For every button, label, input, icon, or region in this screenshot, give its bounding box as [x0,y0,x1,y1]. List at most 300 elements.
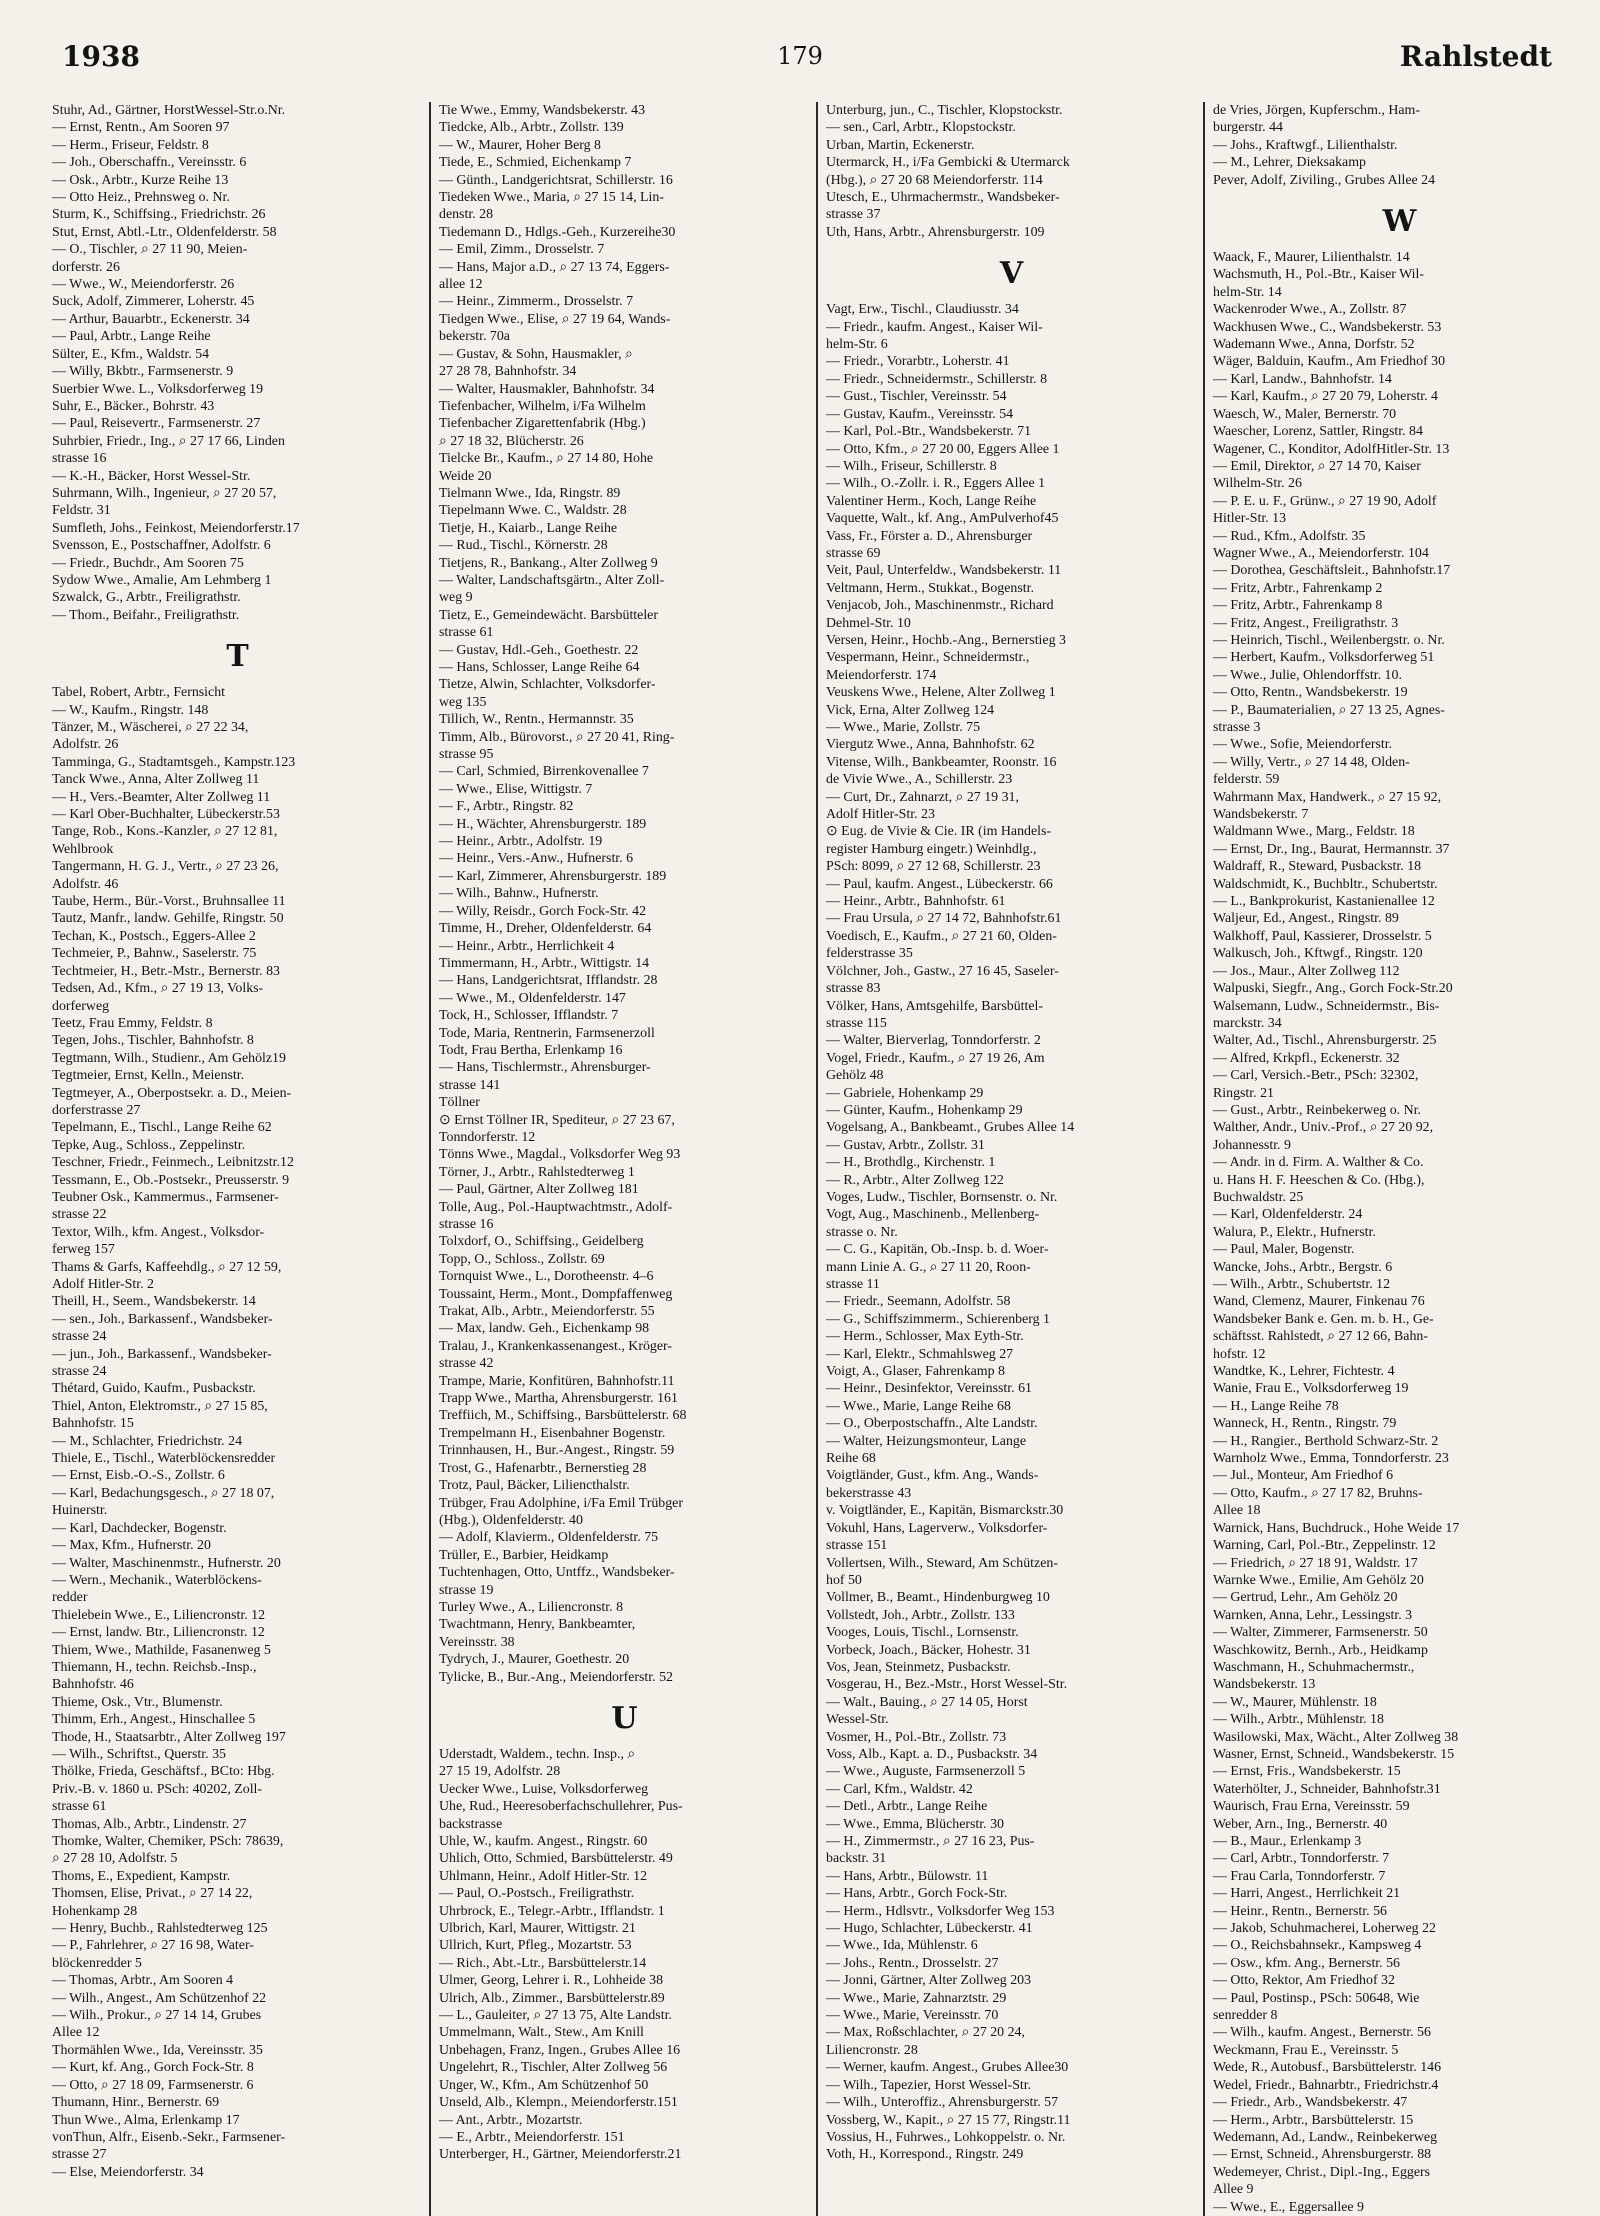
directory-entry: — P., Baumaterialien, ⌕ 27 13 25, Agnes- [1213,702,1445,718]
directory-entry: Tangermann, H. G. J., Vertr., ⌕ 27 23 26, [52,859,279,875]
directory-entry: strasse 141 [439,1077,501,1093]
directory-entry: — H., Rangier., Berthold Schwarz-Str. 2 [1213,1433,1439,1449]
directory-entry: Suerbier Wwe. L., Volksdorferweg 19 [52,381,264,397]
directory-entry: (Hbg.), Oldenfelderstr. 40 [439,1512,583,1528]
directory-entry: burgerstr. 44 [1213,120,1283,136]
directory-entry: Bahnhofstr. 15 [52,1416,134,1432]
directory-entry: Topp, O., Schloss., Zollstr. 69 [439,1251,605,1267]
directory-entry: — W., Maurer, Mühlenstr. 18 [1213,1694,1377,1710]
directory-entry: Wachsmuth, H., Pol.-Btr., Kaiser Wil- [1213,267,1425,283]
directory-entry: Wanneck, H., Rentn., Ringstr. 79 [1213,1416,1397,1432]
directory-entry: Warnholz Wwe., Emma, Tonndorferstr. 23 [1213,1451,1449,1467]
directory-entry: Vagt, Erw., Tischl., Claudiusstr. 34 [826,302,1019,318]
directory-entry: Trüller, E., Barbier, Heidkamp [439,1547,609,1563]
directory-entry: Unger, W., Kfm., Am Schützenhof 50 [439,2077,649,2093]
section-letter: T [226,639,249,675]
directory-column [439,102,818,2216]
directory-entry: — Walt., Bauing., ⌕ 27 14 05, Horst [826,1694,1028,1710]
directory-entry: Vogelsang, A., Bankbeamt., Grubes Allee 14 [826,1120,1075,1136]
directory-entry: Waljeur, Ed., Angest., Ringstr. 89 [1213,911,1399,927]
directory-entry: — Else, Meiendorferstr. 34 [52,2164,204,2180]
directory-entry: — Werner, kaufm. Angest., Grubes Allee30 [826,2060,1069,2076]
directory-entry: Waurisch, Frau Erna, Vereinsstr. 59 [1213,1799,1410,1815]
directory-entry: Gehölz 48 [826,1068,884,1084]
directory-entry: — C. G., Kapitän, Ob.-Insp. b. d. Woer- [826,1242,1049,1258]
directory-entry: Ulrich, Alb., Zimmer., Barsbüttelerstr.89 [439,1990,665,2006]
directory-entry: — L., Gauleiter, ⌕ 27 13 75, Alte Landstr. [439,2008,672,2024]
directory-entry: Adolfstr. 46 [52,876,119,892]
directory-entry: Walter, Ad., Tischl., Ahrensburgerstr. 25 [1213,1033,1437,1049]
directory-entry: Tydrych, J., Maurer, Goethestr. 20 [439,1652,630,1668]
directory-entry: — Herbert, Kaufm., Volksdorferweg 51 [1213,650,1435,666]
directory-entry: strasse 24 [52,1364,107,1380]
directory-entry: — Walter, Maschinenmstr., Hufnerstr. 20 [52,1555,281,1571]
directory-entry: — Otto, Rektor, Am Friedhof 32 [1213,1973,1395,1989]
directory-entry: Theill, H., Seem., Wandsbekerstr. 14 [52,1294,256,1310]
directory-entry: Tonndorferstr. 12 [439,1129,536,1145]
directory-entry: strasse 3 [1213,720,1261,735]
directory-entry: — Arthur, Bauarbtr., Eckenerstr. 34 [52,311,250,327]
directory-entry: strasse 27 [52,2147,107,2163]
directory-entry: Warnick, Hans, Buchdruck., Hohe Weide 17 [1213,1520,1460,1536]
directory-entry: — Osw., kfm. Ang., Bernerstr. 56 [1213,1955,1400,1971]
directory-entry: Thomke, Walter, Chemiker, PSch: 78639, [52,1834,284,1849]
directory-entry: Waldmann Wwe., Marg., Feldstr. 18 [1213,824,1415,840]
directory-entry: Tock, H., Schlosser, Ifflandstr. 7 [439,1008,619,1024]
directory-entry: Teubner Osk., Kammermus., Farmsener- [52,1189,279,1205]
directory-entry: — Günter, Kaufm., Hohenkamp 29 [826,1102,1023,1118]
directory-entry: Trampe, Marie, Konfitüren, Bahnhofstr.11 [439,1373,675,1389]
directory-entry: — Otto, Kfm., ⌕ 27 20 00, Eggers Allee 1 [826,441,1060,457]
directory-entry: Vossberg, W., Kapit., ⌕ 27 15 77, Ringstr.11 [826,2112,1071,2128]
directory-entry: Tornquist Wwe., L., Dorotheenstr. 4–6 [439,1269,654,1285]
directory-entry: (Hbg.), ⌕ 27 20 68 Meiendorferstr. 114 [826,172,1043,188]
directory-entry: Feldstr. 31 [52,503,111,519]
directory-entry: Veuskens Wwe., Helene, Alter Zollweg 1 [826,685,1056,701]
directory-entry: backstr. 31 [826,1851,887,1867]
directory-entry: — F., Arbtr., Ringstr. 82 [439,799,574,815]
directory-entry: — Herm., Arbtr., Barsbüttelerstr. 15 [1213,2112,1414,2128]
directory-entry: Wanie, Frau E., Volksdorferweg 19 [1213,1381,1409,1397]
directory-entry: — Herm., Hdlsvtr., Volksdorfer Weg 153 [826,1903,1055,1919]
directory-entry: Thomsen, Elise, Privat., ⌕ 27 14 22, [52,1886,253,1902]
directory-entry: Tegen, Johs., Tischler, Bahnhofstr. 8 [52,1033,254,1049]
directory-entry: Veltmann, Herm., Stukkat., Bogenstr. [826,580,1034,596]
directory-entry: — Friedr., Seemann, Adolfstr. 58 [826,1294,1011,1310]
directory-entry: — E., Arbtr., Meiendorferstr. 151 [439,2129,625,2145]
directory-columns [52,102,1592,2215]
directory-entry: — Wilh., Arbtr., Mühlenstr. 18 [1213,1712,1384,1728]
directory-entry: ferweg 157 [52,1242,115,1258]
directory-entry: — H., Lange Reihe 78 [1213,1398,1339,1414]
directory-entry: — Hugo, Schlachter, Lübeckerstr. 41 [826,1921,1033,1937]
directory-entry: — Wilh., kaufm. Angest., Bernerstr. 56 [1213,2025,1431,2041]
directory-entry: — Rud., Kfm., Adolfstr. 35 [1213,528,1366,544]
directory-entry: ⊙ Eug. de Vivie & Cie. IR (im Handels- [826,824,1052,840]
directory-entry: — G., Schiffszimmerm., Schierenberg 1 [826,1311,1051,1327]
directory-entry: Tiedemann D., Hdlgs.-Geh., Kurzereihe30 [439,224,676,240]
directory-entry: Adolf Hitler-Str. 2 [52,1277,154,1292]
directory-entry: — Heinr., Arbtr., Bahnhofstr. 61 [826,894,1006,910]
directory-entry: Suhr, E., Bäcker., Bohrstr. 43 [52,398,215,414]
directory-entry: Vaquette, Walt., kf. Ang., AmPulverhof45 [826,511,1059,527]
directory-entry: — K.-H., Bäcker, Horst Wessel-Str. [52,468,251,484]
directory-entry: Wasilowski, Max, Wächt., Alter Zollweg 38 [1213,1729,1459,1745]
directory-entry: — Friedr., kaufm. Angest., Kaiser Wil- [826,319,1043,335]
directory-entry: — L., Bankprokurist, Kastanienallee 12 [1213,894,1435,910]
directory-entry: Sumfleth, Johs., Feinkost, Meiendorferstr.17 [52,520,300,536]
directory-entry: — W., Maurer, Hoher Berg 8 [439,137,601,153]
directory-entry: Ringstr. 21 [1213,1085,1274,1101]
directory-entry: Trinnhausen, H., Bur.-Angest., Ringstr. 59 [439,1443,675,1459]
directory-entry: — Paul, Arbtr., Lange Reihe [52,329,211,345]
directory-entry: Wackhusen Wwe., C., Wandsbekerstr. 53 [1213,319,1442,335]
directory-entry: Wagener, C., Konditor, AdolfHitler-Str. 13 [1213,441,1450,457]
directory-entry: Textor, Wilh., kfm. Angest., Volksdor- [52,1224,265,1240]
directory-entry: Treffiich, M., Schiffsing., Barsbüttelerstr. 68 [439,1408,687,1424]
directory-entry: Wahrmann Max, Handwerk., ⌕ 27 15 92, [1213,789,1442,805]
directory-entry: Thormählen Wwe., Ida, Vereinsstr. 35 [52,2042,263,2058]
directory-entry: — Karl Ober-Buchhalter, Lübeckerstr.53 [52,807,280,823]
directory-entry: — Hans, Landgerichtsrat, Ifflandstr. 28 [439,973,658,989]
directory-entry: Walsemann, Ludw., Schneidermstr., Bis- [1213,998,1440,1014]
directory-entry: — Ernst, Fris., Wandsbekerstr. 15 [1213,1764,1401,1780]
directory-entry: Trapp Wwe., Martha, Ahrensburgerstr. 161 [439,1391,678,1407]
directory-entry: — Gustav, Hdl.-Geh., Goethestr. 22 [439,642,639,658]
directory-entry: — Günth., Landgerichtsrat, Schillerstr. 16 [439,172,673,188]
directory-entry: — Heinr., Arbtr., Adolfstr. 19 [439,834,603,850]
directory-entry: Taube, Herm., Bür.-Vorst., Bruhnsallee 11 [52,894,286,910]
directory-entry: Tielmann Wwe., Ida, Ringstr. 89 [439,485,621,501]
directory-entry: helm-Str. 14 [1213,284,1282,300]
directory-entry: Timm, Alb., Bürovorst., ⌕ 27 20 41, Ring- [439,729,675,745]
directory-entry: Voedisch, E., Kaufm., ⌕ 27 21 60, Olden- [826,928,1057,944]
directory-entry: — Friedr., Vorarbtr., Loherstr. 41 [826,354,1010,370]
directory-entry: Priv.-B. v. 1860 u. PSch: 40202, Zoll- [52,1781,263,1797]
directory-entry: Tegtmann, Wilh., Studienr., Am Gehölz19 [52,1050,286,1066]
directory-entry: Turley Wwe., A., Liliencronstr. 8 [439,1599,624,1615]
directory-entry: Stut, Ernst, Abtl.-Ltr., Oldenfelderstr. 58 [52,224,277,240]
directory-entry: — O., Reichsbahnsekr., Kampsweg 4 [1213,1938,1422,1954]
directory-entry: blöckenredder 5 [52,1955,142,1971]
directory-entry: Tautz, Manfr., landw. Gehilfe, Ringstr. 50 [52,911,284,927]
directory-entry: — Willy, Bkbtr., Farmsenerstr. 9 [52,364,234,380]
directory-entry: — Gustav, & Sohn, Hausmakler, ⌕ [439,346,633,362]
directory-entry: — H., Zimmermstr., ⌕ 27 16 23, Pus- [826,1834,1035,1849]
directory-entry: Tange, Rob., Kons.-Kanzler, ⌕ 27 12 81, [52,824,278,840]
directory-entry: Völker, Hans, Amtsgehilfe, Barsbüttel- [826,998,1044,1014]
directory-entry: — Wilh., Bahnw., Hufnerstr. [439,886,599,902]
directory-entry: — Karl, Kaufm., ⌕ 27 20 79, Loherstr. 4 [1213,389,1438,405]
directory-entry: strasse 16 [439,1217,494,1232]
directory-entry: strasse 16 [52,451,107,467]
directory-entry: Vick, Erna, Alter Zollweg 124 [826,702,995,718]
directory-entry: Thoms, E., Expedient, Kampstr. [52,1868,231,1884]
directory-entry: — Heinr., Desinfektor, Vereinsstr. 61 [826,1381,1032,1397]
directory-entry: Weckmann, Frau E., Vereinsstr. 5 [1213,2042,1399,2058]
directory-entry: — Ernst, Schneid., Ahrensburgerstr. 88 [1213,2147,1432,2163]
directory-entry: Vollstedt, Joh., Arbtr., Zollstr. 133 [826,1607,1015,1623]
directory-entry: strasse 19 [439,1582,494,1598]
header-page-number: 179 [777,42,823,70]
directory-entry: Allee 9 [1213,2182,1254,2198]
directory-entry: — Paul, Gärtner, Alter Zollweg 181 [439,1182,639,1198]
directory-entry: Versen, Heinr., Hochb.-Ang., Bernerstieg 3 [826,632,1066,648]
directory-column [826,102,1205,2216]
directory-entry: — P. E. u. F., Grünw., ⌕ 27 19 90, Adolf [1213,493,1437,509]
directory-entry: — Rich., Abt.-Ltr., Barsbüttelerstr.14 [439,1955,647,1971]
directory-entry: Huinerstr. [52,1503,108,1519]
directory-entry: — Jakob, Schuhmacherei, Loherweg 22 [1213,1921,1436,1937]
directory-entry: Weide 20 [439,468,492,484]
directory-entry: Hitler-Str. 13 [1213,511,1287,527]
directory-entry: — Andr. in d. Firm. A. Walther & Co. [1213,1155,1424,1171]
directory-entry: Thiele, E., Tischl., Waterblöckensredder [52,1451,276,1467]
directory-entry: — Wwe., Elise, Wittigstr. 7 [439,781,593,797]
directory-entry: Waldraff, R., Steward, Pusbackstr. 18 [1213,859,1422,875]
directory-entry: — sen., Carl, Arbtr., Klopstockstr. [826,120,1016,136]
directory-entry: Tylicke, B., Bur.-Ang., Meiendorferstr. 52 [439,1669,673,1685]
directory-entry: — Karl, Pol.-Btr., Wandsbekerstr. 71 [826,424,1032,440]
directory-entry: — Friedrich, ⌕ 27 18 91, Waldstr. 17 [1213,1555,1418,1571]
directory-entry: Valentiner Herm., Koch, Lange Reihe [826,493,1037,509]
directory-entry: Trotz, Paul, Bäcker, Liliencthalstr. [439,1478,630,1494]
directory-entry: — Wwe., Marie, Lange Reihe 68 [826,1398,1011,1414]
directory-entry: Warning, Carl, Pol.-Btr., Zeppelinstr. 12 [1213,1538,1436,1554]
directory-entry: — Heinr., Zimmerm., Drosselstr. 7 [439,294,634,310]
directory-entry: ⌕ 27 28 10, Adolfstr. 5 [52,1851,178,1867]
directory-entry: — H., Wächter, Ahrensburgerstr. 189 [439,816,647,832]
directory-entry: — Otto Heiz., Prehnsweg o. Nr. [52,190,230,206]
directory-entry: — O., Tischler, ⌕ 27 11 90, Meien- [52,242,248,258]
directory-entry: Tolle, Aug., Pol.-Hauptwachtmstr., Adolf- [439,1199,673,1215]
directory-entry: Szwalck, G., Arbtr., Freiligrathstr. [52,590,241,606]
directory-entry: — Paul, Reisevertr., Farmsenerstr. 27 [52,416,261,432]
directory-entry: Vorbeck, Joach., Bäcker, Hohestr. 31 [826,1642,1031,1658]
directory-entry: — sen., Joh., Barkassenf., Wandsbeker- [52,1311,273,1327]
directory-entry: Tiefenbacher, Wilhelm, i/Fa Wilhelm [439,398,646,414]
directory-entry: Wedel, Friedr., Bahnarbtr., Friedrichstr.4 [1213,2077,1439,2093]
directory-entry: — Walter, Heizungsmonteur, Lange [826,1433,1027,1449]
directory-entry: — Dorothea, Geschäftsleit., Bahnhofstr.17 [1213,563,1451,579]
directory-entry: Vossius, H., Fuhrwes., Lohkoppelstr. o. Nr. [826,2129,1066,2145]
directory-entry: — Wwe., W., Meiendorferstr. 26 [52,277,235,293]
directory-entry: — Paul, Maler, Bogenstr. [1213,1242,1355,1258]
directory-entry: — Heinrich, Tischl., Weilenbergstr. o. Nr. [1213,632,1445,648]
directory-entry: — H., Brothdlg., Kirchenstr. 1 [826,1155,996,1171]
directory-entry: Tillich, W., Rentn., Hermannstr. 35 [439,712,634,728]
directory-entry: strasse 115 [826,1015,887,1031]
directory-entry: Thiemann, H., techn. Reichsb.-Insp., [52,1659,257,1675]
directory-entry: Ulbrich, Karl, Maurer, Wittigstr. 21 [439,1921,636,1937]
directory-entry: Tepelmann, E., Tischl., Lange Reihe 62 [52,1120,272,1136]
directory-entry: — Wilh., Friseur, Schillerstr. 8 [826,458,997,474]
section-letter: W [1382,204,1417,240]
directory-entry: 27 15 19, Adolfstr. 28 [439,1764,561,1780]
directory-entry: Tolxdorf, O., Schiffsing., Geidelberg [439,1234,644,1250]
directory-entry: strasse 83 [826,981,881,997]
directory-entry: Waschkowitz, Bernh., Arb., Heidkamp [1213,1642,1428,1658]
directory-entry: — Wwe., Sofie, Meiendorferstr. [1213,737,1393,753]
directory-entry: Wandsbeker Bank e. Gen. m. b. H., Ge- [1213,1311,1434,1327]
directory-entry: redder [52,1590,88,1606]
directory-entry: Wancke, Johs., Arbtr., Bergstr. 6 [1213,1259,1393,1275]
directory-entry: — Friedr., Buchdr., Am Sooren 75 [52,555,244,571]
directory-entry: denstr. 28 [439,207,494,223]
directory-entry: helm-Str. 6 [826,337,888,353]
directory-entry: Wedemeyer, Christ., Dipl.-Ing., Eggers [1213,2164,1431,2180]
directory-entry: Toussaint, Herm., Mont., Dompfaffenweg [439,1286,673,1302]
directory-entry: Vosmer, H., Pol.-Btr., Zollstr. 73 [826,1729,1007,1745]
directory-entry: Weber, Arn., Ing., Bernerstr. 40 [1213,1816,1388,1832]
directory-entry: bekerstrasse 43 [826,1485,912,1501]
directory-entry: Waschmann, H., Schuhmachermstr., [1213,1659,1415,1675]
directory-entry: Thams & Garfs, Kaffeehdlg., ⌕ 27 12 59, [52,1259,282,1275]
directory-entry: — Karl, Oldenfelderstr. 24 [1213,1207,1363,1223]
directory-entry: dorferweg [52,998,110,1014]
directory-entry: — Walter, Bierverlag, Tonndorferstr. 2 [826,1033,1041,1049]
directory-entry: dorferstrasse 27 [52,1102,141,1118]
directory-entry: Thielebein Wwe., E., Liliencronstr. 12 [52,1607,266,1623]
directory-entry: Tiedgen Wwe., Elise, ⌕ 27 19 64, Wands- [439,311,671,327]
directory-entry: Tietze, Alwin, Schlachter, Volksdorfer- [439,677,656,693]
directory-entry: — Wwe., Marie, Vereinsstr. 70 [826,2008,999,2024]
directory-entry: Walkusch, Joh., Kftwgf., Ringstr. 120 [1213,946,1423,962]
directory-entry: — Max, landw. Geh., Eichenkamp 98 [439,1321,650,1337]
directory-entry: — Wilh., Arbtr., Schubertstr. 12 [1213,1277,1391,1292]
directory-entry: — Emil, Zimm., Drosselstr. 7 [439,242,605,258]
directory-entry: Tietjens, R., Bankang., Alter Zollweg 9 [439,555,658,571]
directory-entry: — Wilh., Tapezier, Horst Wessel-Str. [826,2077,1032,2093]
directory-entry: Venjacob, Joh., Maschinenmstr., Richard [826,598,1054,614]
directory-entry: Meiendorferstr. 174 [826,667,937,683]
directory-entry: Thimm, Erh., Angest., Hinschallee 5 [52,1712,256,1728]
directory-entry: hofstr. 12 [1213,1346,1266,1362]
directory-entry: — Wwe., E., Eggersallee 9 [1213,2199,1364,2215]
directory-entry: — W., Kaufm., Ringstr. 148 [52,702,209,718]
directory-entry: Walura, P., Elektr., Hufnerstr. [1213,1224,1376,1240]
directory-entry: Teschner, Friedr., Feinmech., Leibnitzstr.12 [52,1155,294,1171]
directory-entry: — Walter, Hausmakler, Bahnhofstr. 34 [439,381,655,397]
directory-entry: — H., Vers.-Beamter, Alter Zollweg 11 [52,789,271,805]
directory-entry: Wede, R., Autobusf., Barsbüttelerstr. 146 [1213,2060,1442,2076]
directory-entry: Uth, Hans, Arbtr., Ahrensburgerstr. 109 [826,224,1045,240]
directory-entry: Tiedcke, Alb., Arbtr., Zollstr. 139 [439,120,624,136]
directory-entry: mann Linie A. G., ⌕ 27 11 20, Roon- [826,1259,1031,1275]
directory-entry: strasse 42 [439,1356,494,1372]
directory-entry: Wagner Wwe., A., Meiendorferstr. 104 [1213,545,1429,561]
directory-entry: — Wwe., Ida, Mühlenstr. 6 [826,1938,978,1954]
directory-entry: senredder 8 [1213,2008,1278,2024]
directory-entry: Teetz, Frau Emmy, Feldstr. 8 [52,1015,213,1031]
directory-entry: Tamminga, G., Stadtamtsgeh., Kampstr.123 [52,754,296,770]
directory-entry: Utermarck, H., i/Fa Gembicki & Utermarck [826,155,1070,171]
directory-entry: Wademann Wwe., Anna, Dorfstr. 52 [1213,337,1415,353]
directory-entry: — Carl, Kfm., Waldstr. 42 [826,1781,973,1797]
directory-entry: — Carl, Arbtr., Tonndorferstr. 7 [1213,1851,1390,1867]
directory-entry: Uhe, Rud., Heeresoberfachschullehrer, Pus- [439,1799,683,1815]
directory-entry: Techtmeier, H., Betr.-Mstr., Bernerstr. 83 [52,963,280,979]
directory-entry: Tietje, H., Kaiarb., Lange Reihe [439,520,618,536]
directory-column [1213,102,1592,2216]
directory-entry: Thieme, Osk., Vtr., Blumenstr. [52,1694,223,1710]
directory-entry: Wandtke, K., Lehrer, Fichtestr. 4 [1213,1364,1395,1380]
directory-entry: Liliencronstr. 28 [826,2042,918,2058]
directory-entry: — Jonni, Gärtner, Alter Zollweg 203 [826,1973,1032,1989]
directory-entry: Voth, H., Korrespond., Ringstr. 249 [826,2147,1024,2163]
directory-entry: Warnken, Anna, Lehr., Lessingstr. 3 [1213,1607,1413,1623]
directory-entry: Voigt, A., Glaser, Fahrenkamp 8 [826,1364,1005,1380]
directory-entry: Waescher, Lorenz, Sattler, Ringstr. 84 [1213,424,1423,440]
directory-entry: Thun Wwe., Alma, Erlenkamp 17 [52,2112,240,2128]
directory-entry: — Gust., Tischler, Vereinsstr. 54 [826,389,1007,405]
directory-entry: strasse 22 [52,1207,107,1223]
directory-entry: Waack, F., Maurer, Lilienthalstr. 14 [1213,250,1410,266]
directory-entry: — Willy, Reisdr., Gorch Fock-Str. 42 [439,903,647,919]
directory-entry: Vollertsen, Wilh., Steward, Am Schützen- [826,1555,1058,1571]
directory-entry: Voss, Alb., Kapt. a. D., Pusbackstr. 34 [826,1746,1038,1762]
directory-entry: — Frau Ursula, ⌕ 27 14 72, Bahnhofstr.61 [826,911,1062,927]
directory-entry: Tralau, J., Krankenkassenangest., Kröger- [439,1338,672,1354]
directory-entry: Unseld, Alb., Klempn., Meiendorferstr.151 [439,2095,678,2111]
directory-entry: — Hans, Tischlermstr., Ahrensburger- [439,1060,651,1076]
directory-entry: Tietz, E., Gemeindewächt. Barsbütteler [439,607,658,623]
directory-entry: Thölke, Frieda, Geschäftsf., BCto: Hbg. [52,1764,275,1780]
directory-entry: Wehlbrook [52,841,114,857]
directory-entry: Tönns Wwe., Magdal., Volksdorfer Weg 93 [439,1147,681,1163]
directory-entry: Thode, H., Staatsarbtr., Alter Zollweg 197 [52,1729,286,1745]
directory-entry: — Gust., Arbtr., Reinbekerweg o. Nr. [1213,1102,1421,1118]
directory-entry: Thiel, Anton, Elektromstr., ⌕ 27 15 85, [52,1398,268,1414]
directory-entry: Wackenroder Wwe., A., Zollstr. 87 [1213,302,1407,318]
directory-entry: Pever, Adolf, Ziviling., Grubes Allee 24 [1213,172,1436,188]
directory-entry: Warnke Wwe., Emilie, Am Gehölz 20 [1213,1572,1424,1588]
page-header [40,40,1560,100]
directory-entry: — Fritz, Angest., Freiligrathstr. 3 [1213,615,1399,631]
directory-entry: Uecker Wwe., Luise, Volksdorferweg [439,1781,649,1797]
directory-entry: Vereinsstr. 38 [439,1634,515,1650]
directory-entry: PSch: 8099, ⌕ 27 12 68, Schillerstr. 23 [826,859,1041,875]
directory-entry: Tuchtenhagen, Otto, Untffz., Wandsbeker- [439,1565,675,1581]
directory-entry: Tielcke Br., Kaufm., ⌕ 27 14 80, Hohe [439,451,654,467]
directory-entry: — Wwe., M., Oldenfelderstr. 147 [439,990,626,1006]
directory-entry: Ungelehrt, R., Tischler, Alter Zollweg 56 [439,2060,668,2076]
directory-entry: Tiepelmann Wwe. C., Waldstr. 28 [439,503,627,519]
directory-entry: — Friedr., Schneidermstr., Schillerstr. 8 [826,371,1048,387]
directory-entry: Waterhölter, J., Schneider, Bahnhofstr.31 [1213,1781,1441,1797]
directory-entry: — Jul., Monteur, Am Friedhof 6 [1213,1468,1394,1484]
directory-entry: strasse 61 [52,1799,107,1815]
directory-entry: Timmermann, H., Arbtr., Wittigstr. 14 [439,955,650,971]
directory-entry: — Joh., Oberschaffn., Vereinsstr. 6 [52,155,247,171]
directory-entry: — Gustav, Kaufm., Vereinsstr. 54 [826,406,1014,422]
directory-entry: — Otto, Rentn., Wandsbekerstr. 19 [1213,685,1408,701]
directory-entry: — Ernst, landw. Btr., Liliencronstr. 12 [52,1625,265,1641]
directory-entry: Uhle, W., kaufm. Angest., Ringstr. 60 [439,1834,648,1849]
directory-entry: Tedsen, Ad., Kfm., ⌕ 27 19 13, Volks- [52,981,264,997]
directory-entry: — Ernst, Dr., Ing., Baurat, Hermannstr. 37 [1213,841,1450,857]
directory-entry: — Thomas, Arbtr., Am Sooren 4 [52,1973,234,1989]
directory-entry: — Karl, Landw., Bahnhofstr. 14 [1213,371,1392,387]
directory-entry: — Kurt, kf. Ang., Gorch Fock-Str. 8 [52,2060,254,2076]
directory-entry: Techan, K., Postsch., Eggers-Allee 2 [52,928,256,944]
directory-entry: — Detl., Arbtr., Lange Reihe [826,1799,988,1815]
header-year: 1938 [62,40,140,73]
directory-entry: — Johs., Rentn., Drosselstr. 27 [826,1955,999,1971]
directory-entry: Waldschmidt, K., Buchbltr., Schubertstr. [1213,876,1438,892]
directory-entry: Tiede, E., Schmied, Eichenkamp 7 [439,155,632,171]
directory-entry: — Emil, Direktor, ⌕ 27 14 70, Kaiser [1213,458,1421,474]
